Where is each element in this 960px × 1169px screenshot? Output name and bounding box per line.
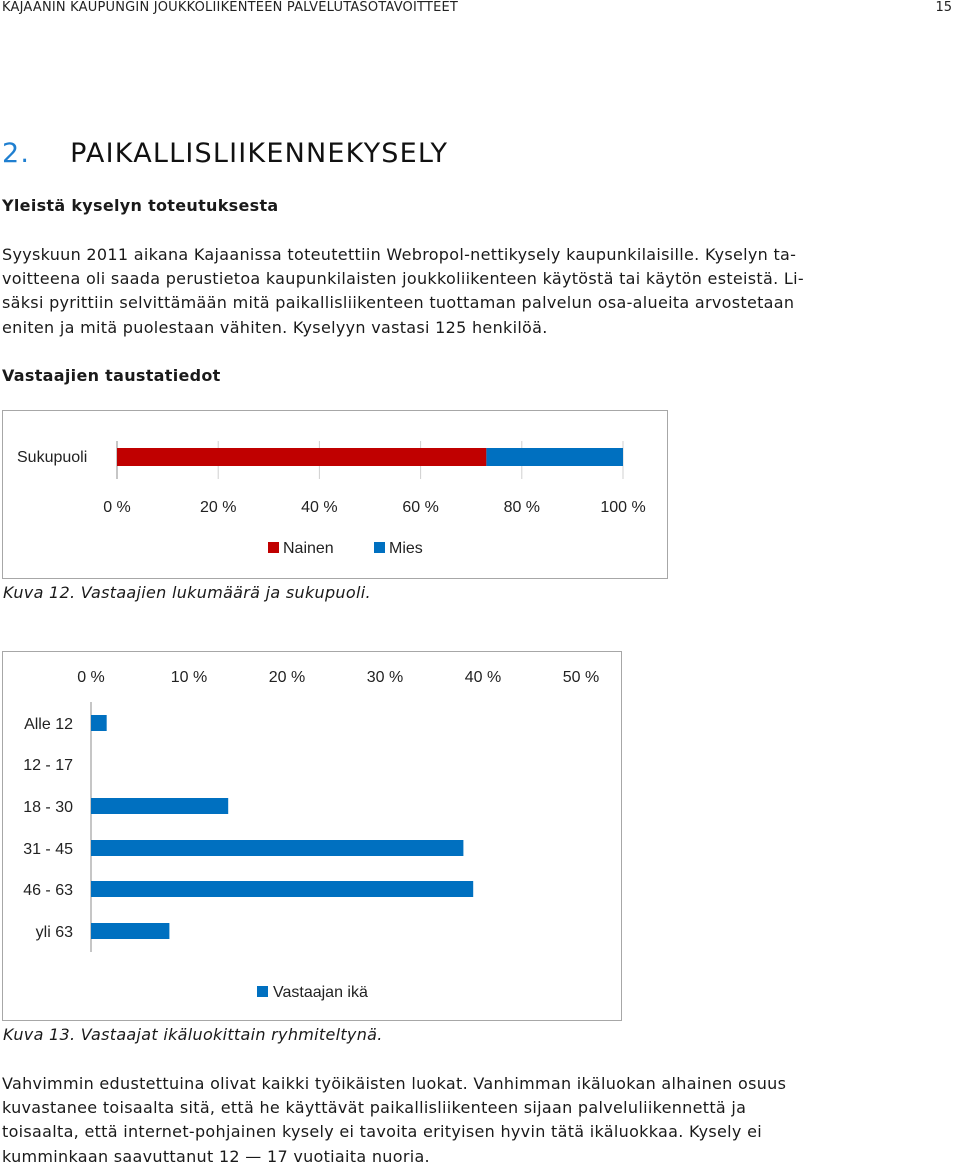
- x-tick-label: 60 %: [402, 499, 439, 516]
- x-tick-label: 30 %: [366, 669, 404, 686]
- category-label: 18 - 30: [23, 799, 73, 816]
- x-tick-label: 40 %: [301, 499, 338, 516]
- age-chart: [3, 652, 623, 1022]
- intro-line: voitteena oli saada perustietoa kaupunkilaisten joukkoliikenteen käytöstä tai käytön esteistä. Li-: [2, 269, 804, 289]
- category-label: Sukupuoli: [17, 449, 88, 466]
- intro-line: eniten ja mitä puolestaan vähiten. Kyselyyn vastasi 125 henkilöä.: [2, 317, 548, 337]
- bar-mies: [486, 448, 623, 466]
- legend-label: Nainen: [283, 540, 334, 557]
- category-label: 46 - 63: [23, 882, 73, 899]
- bar: [91, 840, 463, 856]
- gender-chart-frame: [2, 410, 668, 579]
- figure-12-caption: Kuva 12. Vastaajien lukumäärä ja sukupuoli.: [3, 583, 371, 602]
- gender-chart: [3, 411, 669, 580]
- x-tick-label: 100 %: [600, 499, 646, 516]
- legend-swatch: [268, 542, 279, 553]
- intro-line: Syyskuun 2011 aikana Kajaanissa toteutettiin Webropol-nettikysely kaupunkilaisille. Kyselyn ta-: [2, 245, 797, 264]
- closing-line: kuvastanee toisaalta sitä, että he käyttävät paikallisliikenteen sijaan palveluliikennettä ja: [2, 1098, 747, 1118]
- x-tick-label: 0 %: [103, 499, 131, 516]
- figure-13-caption: Kuva 13. Vastaajat ikäluokittain ryhmiteltynä.: [3, 1025, 383, 1044]
- legend-swatch: [257, 986, 268, 997]
- bar: [91, 923, 169, 939]
- legend-label: Mies: [389, 540, 423, 557]
- legend-swatch: [374, 542, 385, 553]
- bar-nainen: [117, 448, 486, 466]
- age-chart-frame: [2, 651, 622, 1021]
- section-title: PAIKALLISLIIKENNEKYSELY: [70, 138, 449, 169]
- x-tick-label: 10 %: [170, 669, 208, 686]
- closing-line: Vahvimmin edustettuina olivat kaikki työikäisten luokat. Vanhimman ikäluokan alhainen osuus: [2, 1074, 787, 1093]
- closing-line: kumminkaan saavuttanut 12 — 17 vuotiaita nuoria.: [2, 1146, 430, 1166]
- section-heading: [2, 138, 448, 169]
- running-header: KAJAANIN KAUPUNGIN JOUKKOLIIKENTEEN PALVELUTASOTAVOITTEET: [2, 0, 459, 15]
- x-tick-label: 80 %: [503, 499, 541, 516]
- closing-line: toisaalta, että internet-pohjainen kysely ei tavoita erityisen hyvin tätä ikäluokkaa. Kysely ei: [2, 1122, 762, 1142]
- x-tick-label: 40 %: [464, 669, 502, 686]
- category-label: 12 - 17: [23, 757, 73, 774]
- page-number: 15: [935, 0, 952, 15]
- category-label: 31 - 45: [23, 841, 73, 858]
- bar: [91, 715, 107, 731]
- bar: [91, 798, 228, 814]
- x-tick-label: 0 %: [77, 669, 105, 686]
- intro-line: säksi pyrittiin selvittämään mitä paikallisliikenteen tuottaman palvelun osa-alueita arvostetaan: [2, 293, 795, 313]
- intro-paragraph: [2, 243, 887, 340]
- bar: [91, 881, 473, 897]
- section-number: 2.: [2, 138, 31, 169]
- legend-label: Vastaajan ikä: [273, 984, 368, 1001]
- category-label: yli 63: [35, 924, 73, 941]
- x-tick-label: 20 %: [199, 499, 237, 516]
- closing-paragraph: [2, 1072, 887, 1169]
- subheading-implementation: Yleistä kyselyn toteutuksesta: [2, 196, 279, 215]
- subheading-background: Vastaajien taustatiedot: [2, 366, 221, 385]
- x-tick-label: 50 %: [562, 669, 600, 686]
- category-label: Alle 12: [24, 716, 73, 733]
- x-tick-label: 20 %: [268, 669, 306, 686]
